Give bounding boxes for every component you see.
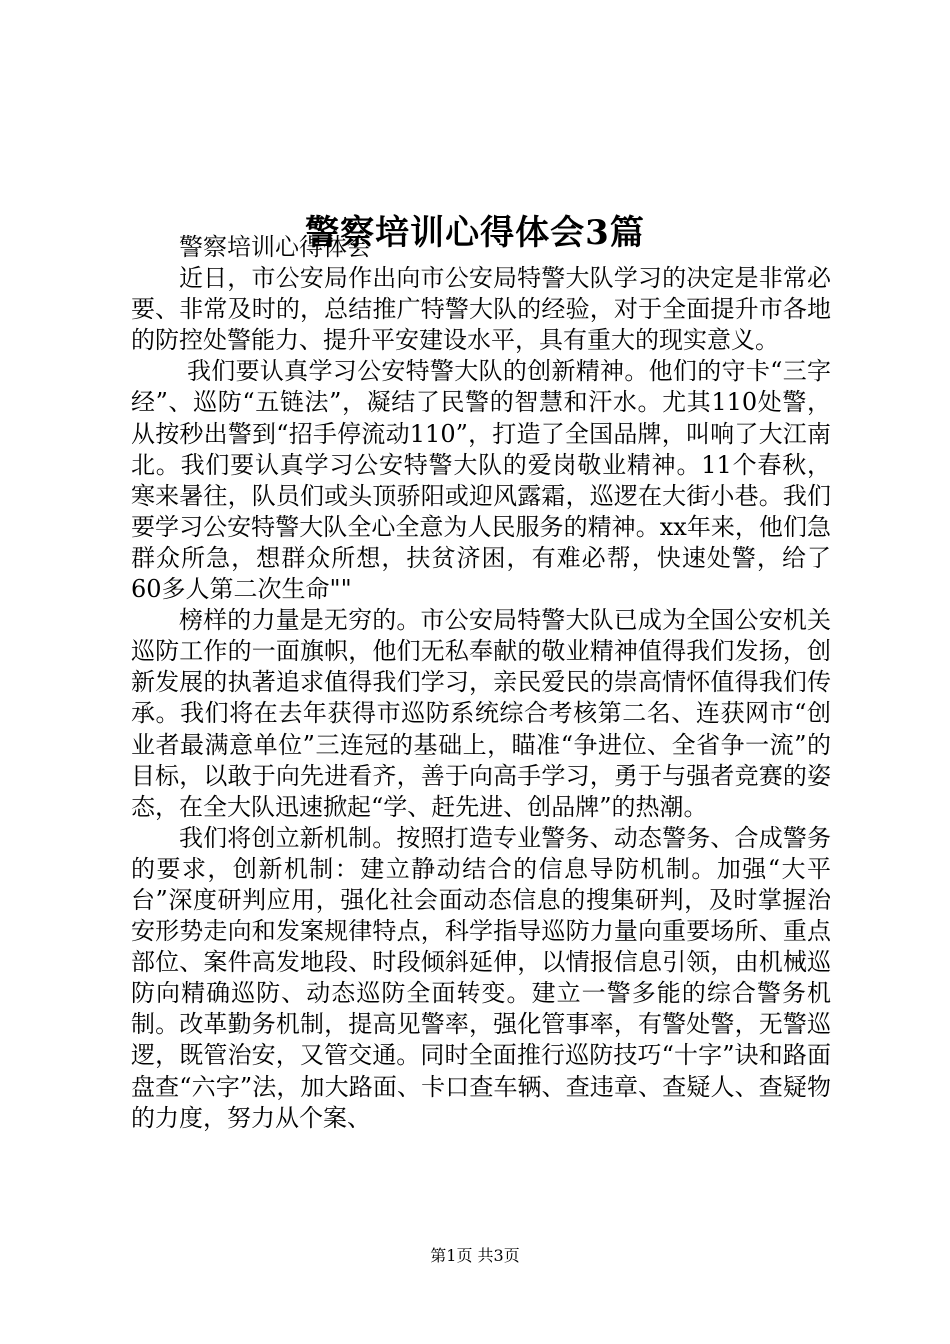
- paragraph-3: 榜样的力量是无穷的。市公安局特警大队已成为全国公安机关巡防工作的一面旗帜，他们无私奉献的敬业精神值得我们发扬，创新发展的执著追求值得我们学习，亲民爱民的崇高情怀值得我们传承。我们将在去年获得市巡防系统综合考核第二名、连获网市“创业者最满意单位”三连冠的基础上，瞄准“争进位、全省争一流”的目标，以敢于向先进看齐，善于向高手学习，勇于与强者竞赛的姿态，在全大队迅速掀起“学、赶先进、创品牌”的热潮。: [131, 606, 831, 821]
- paragraph-2: 我们要认真学习公安特警大队的创新精神。他们的守卡“三字经”、巡防“五链法”，凝结了民警的智慧和汗水。尤其110处警，从按秒出警到“招手停流动110”，打造了全国品牌，叫响了大江南北。我们要认真学习公安特警大队的爱岗敬业精神。11个春秋，寒来暑往，队员们或头顶骄阳或迎风露霜，巡逻在大街小巷。我们要学习公安特警大队全心全意为人民服务的精神。xx年来，他们急群众所急，想群众所想，扶贫济困，有难必帮，快速处警，给了60多人第二次生命"": [131, 357, 831, 604]
- page-footer: 第1页 共3页: [430, 1246, 520, 1265]
- document-body: [131, 232, 831, 1134]
- paragraph-4: 我们将创立新机制。按照打造专业警务、动态警务、合成警务的要求，创新机制：建立静动结合的信息导防机制。加强“大平台”深度研判应用，强化社会面动态信息的搜集研判，及时掌握治安形势走向和发案规律特点，科学指导巡防力量向重要场所、重点部位、案件高发地段、时段倾斜延伸，以情报信息引领，由机械巡防向精确巡防、动态巡防全面转变。建立一警多能的综合警务机制。改革勤务机制，提高见警率，强化管事率，有警处警，无警巡逻，既管治安，又管交通。同时全面推行巡防技巧“十字”诀和路面盘查“六字”法，加大路面、卡口查车辆、查违章、查疑人、查疑物的力度，努力从个案、: [131, 823, 831, 1132]
- document-subtitle: 警察培训心得体会: [179, 233, 371, 261]
- paragraph-1: 近日，市公安局作出向市公安局特警大队学习的决定是非常必要、非常及时的，总结推广特警大队的经验，对于全面提升市各地的防控处警能力、提升平安建设水平，具有重大的现实意义。: [131, 264, 831, 355]
- document-title: 警察培训心得体会3篇: [305, 212, 645, 253]
